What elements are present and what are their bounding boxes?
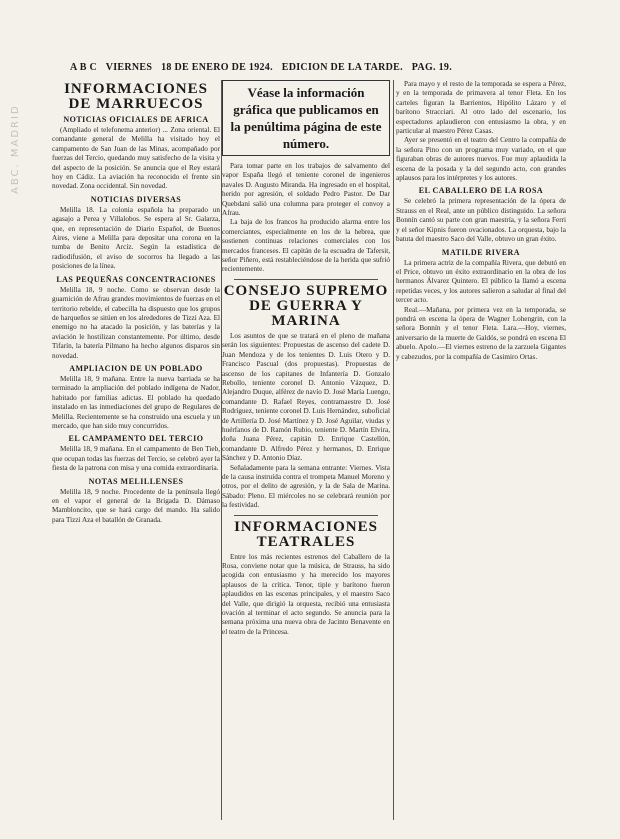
subhead-noticias-oficiales: NOTICIAS OFICIALES DE AFRICA	[63, 115, 209, 124]
side-watermark: ABC. MADRID	[10, 104, 21, 194]
section-divider	[234, 515, 378, 516]
header-date: 18 DE ENERO DE 1924.	[161, 62, 273, 73]
notice-box: Véase la información gráfica que publicamos en la penúltima página de este número.	[222, 80, 390, 156]
header-edition: EDICION DE LA TARDE.	[281, 62, 403, 73]
article-text: Ayer se presentó en el teatro del Centro la compañía de la señora Pino con un programa muy variado, en el que figuraban obras de autores nuevos. Fue muy aplaudida la escena de la posada y la del segundo acto, con grandes aplausos para los intérpretes y los autores.	[396, 136, 566, 183]
column-rule-2	[393, 80, 394, 820]
column-2	[222, 80, 390, 825]
section-title-consejo: CONSEJO SUPREMO DE GUERRA Y MARINA	[223, 282, 389, 329]
section-divider	[234, 279, 378, 280]
article-text: Melilla 18, 9 mañana. En el campamento de Ben Tieb, que ocupan todas las fuerzas del Tercio, se celebró ayer la fiesta de la patrona con misa y una comida extraordinaria.	[52, 445, 220, 473]
article-text: Real.—Mañana, por primera vez en la temporada, se pondrá en escena la ópera de Wagner Lohengrin, con la señora Bonnín y el tenor Fleta. Lara.—Hoy, viernes, aniversario de la muerte de Galdós, se pondrá en escena El abuelo. Apolo.—El viernes estreno de la zarzuela Gigantes y cabezudos, por la compañía de Casimiro Ortas.	[396, 305, 566, 361]
header-page: PAG. 19.	[411, 62, 453, 73]
article-text: Los asuntos de que se tratará en el pleno de mañana serán los siguientes: Propuestas de ascenso del cadete D. Juan Mendoza y de los tenientes D. Luis Otero y D. Francisco Pascual (dos propuestas). Propuestas de ascenso de los capitanes de Infantería D. Gonzalo Rebollo, teniente coronel D. Antonio Vázquez, D. Alejandro Duque, alférez de navío D. José María Luengo, comandante D. Rafael Reyes, contramaestre D. José Rodríguez, teniente coronel D. Luis Hernández, suboficial de Artillería D. José Martínez y D. José Aguilar, viudas y huérfanos de D. Ramón Rubio, teniente D. Martín Elvira, doña Juana Pérez, capitán D. Enrique Castellón, comandante D. Alfredo Pérez y hermanos, D. Enrique Sánchez y D. Antonio Díaz.	[222, 331, 390, 463]
paper-name: A B C	[70, 62, 98, 73]
article-text: Se celebró la primera representación de la ópera de Strauss en el Real, ante un público distinguido. La señora Bonnín cantó su parte con gran maestría, y la señora Ferri y el señor Kipnis fueron ovacionados. La orquesta, bajo la batuta del maestro Saco del Valle, obtuvo un gran éxito.	[396, 197, 566, 244]
article-text: Para tomar parte en los trabajos de salvamento del vapor España llegó el teniente coronel de ingenieros navales D. Augusto Miranda. Ha ingresado en el hospital, herido por agresión, el soldado Pedro Pastor. De Dar Quebdani salió una columna para proteger el convoy a Afrau.	[222, 162, 390, 218]
page-header	[70, 62, 600, 74]
article-text: Entre los más recientes estrenos del Caballero de la Rosa, conviene notar que la música, de Strauss, ha sido acogida con entusiasmo y ha merecido los mayores aplausos de la crítica. Tenor, tiple y barítono fueron aplaudidos en las escenas principales, y el maestro Saco del Valle, que dirigió la orquesta, recibió una entusiasta ovación al terminar el acto segundo. Se anuncia para la semana próxima una nueva obra de Jacinto Benavente en el teatro de la Princesa.	[222, 552, 390, 636]
article-text: La baja de los francos ha producido alarma entre los comerciantes, especialmente en los de la hebrea, que sostienen continuas relaciones comerciales con los mercados franceses. El capitán de la escuadra de Tafersit, señor Piñero, está restableciéndose de la herida que sufrió recientemente.	[222, 218, 390, 274]
subhead-notas-melillenses: NOTAS MELILLENSES	[88, 476, 184, 486]
article-text: La primera actriz de la compañía Rivera, que debutó en el Price, obtuvo un éxito extraordinario en la obra de los hermanos Álvarez Quintero. El público la llamó a escena repetidas veces, y los autores salieron a saludar al final del tercer acto.	[396, 258, 566, 305]
subhead-tercio: EL CAMPAMENTO DEL TERCIO	[68, 434, 204, 444]
article-text: Melilla 18, 9 mañana. Entre la nueva barriada se ha terminado la ampliación del poblado indígena de Nador, habitado por familias adictas. El poblado ha quedado instalado en las inmediaciones del grupo de Regulares de Melilla. Recientemente se ha construido una escuela y un mercado, que han sido muy concurridos.	[52, 374, 220, 430]
column-3	[396, 80, 566, 825]
article-text: Melilla 18, 9 noche. Como se observan desde la guarnición de Afrau grandes movimientos de fuerzas en el territorio rebelde, el cabecilla ha dispuesto que los grupos de harqueños se sitúen en los alrededores de Tizzi Aza. El enemigo no ha atacado la posición, y las baterías y la aviación le hostilizan constantemente. Por último, desde Tifarín, la batería Pilmano ha hecho algunos disparos sin novedad.	[52, 285, 220, 360]
subhead-noticias-diversas: NOTICIAS DIVERSAS	[90, 194, 182, 204]
article-text: Melilla 18, 9 noche. Procedente de la península llegó en el vapor el general de la Brigada D. Dámaso Mambloncito, que se hará cargo del mando. Ha salido para Tizzi Aza el batallón de Granada.	[52, 487, 220, 524]
subhead-concentraciones: LAS PEQUEÑAS CONCENTRACIONES	[56, 274, 216, 284]
article-text: Señaladamente para la semana entrante: Viernes. Vista de la causa instruída contra el trompeta Manuel Moreno y otros, por el delito de agresión, y la de Sala de Marina. Sábado: Pleno. El miércoles no se celebrará reunión por la festividad.	[222, 463, 390, 510]
article-text: (Ampliado el telefonema anterior) ... Zona oriental. El comandante general de Melilla ha visitado hoy el campamento de San Juan de las Minas, acompañado por fuerzas del Tercio, quedando muy satisfecho de la visita y del aspecto de la posición. Se anuncia que el Rey estará hoy en Cádiz. La aviación ha reconocido el frente sin novedad. Zona occidental. Sin novedad.	[52, 126, 220, 191]
subhead-caballero-rosa: EL CABALLERO DE LA ROSA	[418, 186, 544, 196]
subhead-matilde-rivera: MATILDE RIVERA	[441, 247, 521, 257]
subhead-poblado: AMPLIACION DE UN POBLADO	[69, 363, 203, 373]
column-1	[52, 80, 220, 825]
section-title-marruecos: INFORMACIONES DE MARRUECOS	[64, 81, 208, 112]
header-day: VIERNES	[105, 62, 153, 73]
article-text: Para mayo y el resto de la temporada se espera a Pérez, y en la temporada de primavera al tenor Fleta. En los carteles figuran la Barrientos, Hipólito Lázaro y el barítono Stracciari. Al otro lado del escenario, los espectadores aplaudieron con entusiasmo la obra, y en particular al maestro Pérez Casas.	[396, 80, 566, 136]
section-title-teatrales: INFORMACIONES TEATRALES	[234, 518, 378, 550]
article-text: Melilla 18. La colonia española ha preparado un agasajo a Perea y Villalobos. Se espera al Sr. Galarza, que, en representación de Diario Español, de Buenos Aires, viene a Melilla para depositar una corona en la tumba de Benito Arcíz. Según la estadística de radiodifusión, el aviso de socorros ha llegado a las posiciones de la línea.	[52, 205, 220, 271]
